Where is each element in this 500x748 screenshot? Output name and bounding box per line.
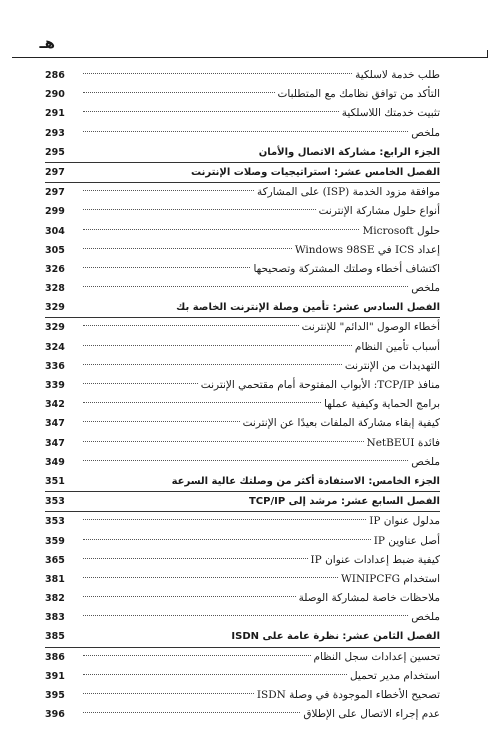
toc-entry-title: فائدة NetBEUI — [366, 436, 440, 449]
dot-leader — [83, 402, 321, 403]
toc-entry-row[interactable] — [45, 338, 440, 357]
toc-page-number: 299 — [45, 206, 65, 218]
toc-entry-row[interactable] — [45, 414, 440, 433]
toc-page-number: 305 — [45, 244, 65, 256]
toc-page-number: 365 — [45, 554, 65, 566]
toc-entry-title: ملخص — [411, 126, 440, 139]
toc-heading-row[interactable] — [45, 492, 440, 512]
toc-entry-row[interactable] — [45, 570, 440, 589]
dot-leader — [83, 655, 311, 656]
toc-page-number: 326 — [45, 263, 65, 275]
toc-entry-title: موافقة مزود الخدمة (ISP) على المشاركة — [257, 186, 440, 199]
toc-heading-row[interactable] — [45, 627, 440, 647]
toc-entry-row[interactable] — [45, 124, 440, 143]
dot-leader — [83, 111, 339, 112]
toc-entry-row[interactable] — [45, 512, 440, 531]
dot-leader — [83, 73, 352, 74]
toc-entry-title: ملخص — [411, 282, 440, 295]
toc-entry-title: التأكد من توافق نظامك مع المتطلبات — [277, 88, 440, 101]
toc-entry-title: كيفية ضبط إعدادات عنوان IP — [310, 553, 440, 566]
toc-entry-title: أصل عناوين IP — [373, 534, 440, 547]
table-of-contents — [45, 66, 440, 724]
toc-heading-row[interactable] — [45, 163, 440, 183]
toc-entry-title: كيفية إبقاء مشاركة الملفات بعيدًا عن الإنترنت — [242, 417, 440, 430]
toc-heading-row[interactable] — [45, 472, 440, 492]
toc-page-number: 329 — [45, 322, 65, 334]
toc-entry-title: مدلول عنوان IP — [369, 515, 440, 528]
toc-page-number: 381 — [45, 573, 65, 585]
toc-entry-row[interactable] — [45, 648, 440, 667]
toc-page-number: 304 — [45, 225, 65, 237]
toc-entry-title: الجزء الرابع: مشاركة الاتصال والأمان — [258, 146, 440, 158]
dot-leader — [83, 131, 408, 132]
toc-entry-row[interactable] — [45, 532, 440, 551]
dot-leader — [83, 441, 364, 442]
toc-entry-row[interactable] — [45, 686, 440, 705]
toc-entry-title: منافذ TCP/IP: الأبواب المفتوحة أمام مقتحمي الإنترنت — [200, 379, 440, 391]
dot-leader — [83, 577, 338, 578]
toc-entry-title: أنواع حلول مشاركة الإنترنت — [318, 205, 440, 218]
toc-entry-row[interactable] — [45, 589, 440, 608]
toc-entry-title: استخدام WINIPCFG — [341, 572, 440, 585]
toc-entry-row[interactable] — [45, 241, 440, 260]
toc-page-number: 359 — [45, 535, 65, 547]
toc-entry-row[interactable] — [45, 667, 440, 686]
dot-leader — [83, 286, 408, 287]
toc-entry-title: طلب خدمة لاسلكية — [355, 69, 440, 81]
toc-entry-title: عدم إجراء الاتصال على الإطلاق — [303, 708, 440, 721]
toc-entry-row[interactable] — [45, 395, 440, 414]
toc-entry-row[interactable] — [45, 357, 440, 376]
toc-entry-title: الفصل الثامن عشر: نظرة عامة على ISDN — [231, 631, 440, 643]
toc-entry-title: الفصل الخامس عشر: استراتيجيات وصلات الإنترنت — [191, 166, 440, 178]
toc-page-number: 391 — [45, 670, 65, 682]
toc-entry-title: اكتشاف أخطاء وصلتك المشتركة وتصحيحها — [253, 262, 440, 275]
dot-leader — [83, 383, 198, 384]
dot-leader — [83, 421, 240, 422]
toc-entry-row[interactable] — [45, 434, 440, 453]
dot-leader — [83, 693, 254, 694]
toc-entry-title: تثبيت خدمتك اللاسلكية — [341, 107, 440, 120]
toc-entry-title: إعداد ICS في Windows 98SE — [294, 243, 440, 256]
toc-entry-title: الجزء الخامس: الاستفادة أكثر من وصلتك عالية السرعة — [171, 475, 440, 487]
toc-page-number: 385 — [45, 631, 65, 643]
toc-entry-title: تصحيح الأخطاء الموجودة في وصلة ISDN — [256, 689, 440, 701]
header-divider-tick — [487, 50, 488, 58]
toc-page-number: 339 — [45, 380, 65, 391]
header-divider — [12, 57, 488, 58]
toc-entry-row[interactable] — [45, 376, 440, 395]
toc-entry-title: برامج الحماية وكيفية عملها — [324, 398, 440, 411]
toc-entry-row[interactable] — [45, 705, 440, 724]
toc-heading-row[interactable] — [45, 298, 440, 318]
toc-entry-title: الفصل السابع عشر: مرشد إلى TCP/IP — [248, 496, 440, 508]
toc-entry-title: أخطاء الوصول "الدائم" للإنترنت — [301, 321, 440, 334]
toc-entry-row[interactable] — [45, 66, 440, 85]
toc-page-number: 295 — [45, 146, 65, 158]
toc-entry-row[interactable] — [45, 608, 440, 627]
dot-leader — [83, 209, 316, 210]
dot-leader — [83, 325, 299, 326]
toc-entry-title: أسباب تأمين النظام — [354, 340, 440, 353]
toc-page-number: 329 — [45, 302, 65, 314]
dot-leader — [83, 364, 342, 365]
dot-leader — [83, 674, 347, 675]
toc-page-number: 351 — [45, 475, 65, 487]
toc-page-number: 336 — [45, 360, 65, 372]
toc-entry-row[interactable] — [45, 279, 440, 298]
toc-entry-title: حلول Microsoft — [362, 224, 440, 237]
toc-page-number: 383 — [45, 612, 65, 624]
dot-leader — [83, 460, 408, 461]
toc-entry-row[interactable] — [45, 318, 440, 337]
toc-page-number: 386 — [45, 651, 65, 663]
toc-entry-title: ملخص — [411, 611, 440, 624]
dot-leader — [83, 558, 308, 559]
toc-page-number: 286 — [45, 70, 65, 81]
dot-leader — [83, 712, 300, 713]
toc-page-number: 353 — [45, 516, 65, 528]
toc-entry-row[interactable] — [45, 104, 440, 123]
toc-entry-row[interactable] — [45, 551, 440, 570]
dot-leader — [83, 267, 250, 268]
toc-page-number: 342 — [45, 399, 65, 411]
toc-entry-title: استخدام مدير تحميل — [349, 669, 440, 682]
toc-page-number: 396 — [45, 709, 65, 721]
dot-leader — [83, 248, 292, 249]
toc-entry-row[interactable] — [45, 260, 440, 279]
toc-page-number: 324 — [45, 341, 65, 353]
dot-leader — [83, 92, 275, 93]
dot-leader — [83, 539, 371, 540]
toc-entry-title: الفصل السادس عشر: تأمين وصلة الإنترنت الخاصة بك — [176, 302, 440, 314]
dot-leader — [83, 596, 296, 597]
toc-page-number: 349 — [45, 456, 65, 468]
toc-page-number: 382 — [45, 593, 65, 605]
toc-page-number: 297 — [45, 187, 65, 199]
toc-entry-row[interactable] — [45, 183, 440, 202]
toc-page-number: 353 — [45, 496, 65, 508]
toc-entry-row[interactable] — [45, 202, 440, 221]
toc-page-number: 290 — [45, 89, 65, 101]
toc-entry-title: تحسين إعدادات سجل النظام — [313, 650, 440, 663]
toc-entry-title: ملاحظات خاصة لمشاركة الوصلة — [298, 592, 440, 605]
toc-page-number: 395 — [45, 690, 65, 701]
toc-entry-row[interactable] — [45, 222, 440, 241]
toc-heading-row[interactable] — [45, 143, 440, 163]
toc-page-number: 291 — [45, 108, 65, 120]
dot-leader — [83, 519, 366, 520]
page-header-letter: هـ — [39, 34, 55, 52]
toc-entry-title: التهديدات من الإنترنت — [344, 359, 440, 372]
toc-entry-row[interactable] — [45, 453, 440, 472]
dot-leader — [83, 229, 359, 230]
toc-page-number: 347 — [45, 418, 65, 430]
toc-page-number: 347 — [45, 437, 65, 449]
dot-leader — [83, 615, 408, 616]
toc-page-number: 293 — [45, 127, 65, 139]
toc-page-number: 328 — [45, 283, 65, 295]
dot-leader — [83, 345, 352, 346]
toc-entry-title: ملخص — [411, 455, 440, 468]
toc-entry-row[interactable] — [45, 85, 440, 104]
dot-leader — [83, 190, 254, 191]
toc-page-number: 297 — [45, 166, 65, 178]
